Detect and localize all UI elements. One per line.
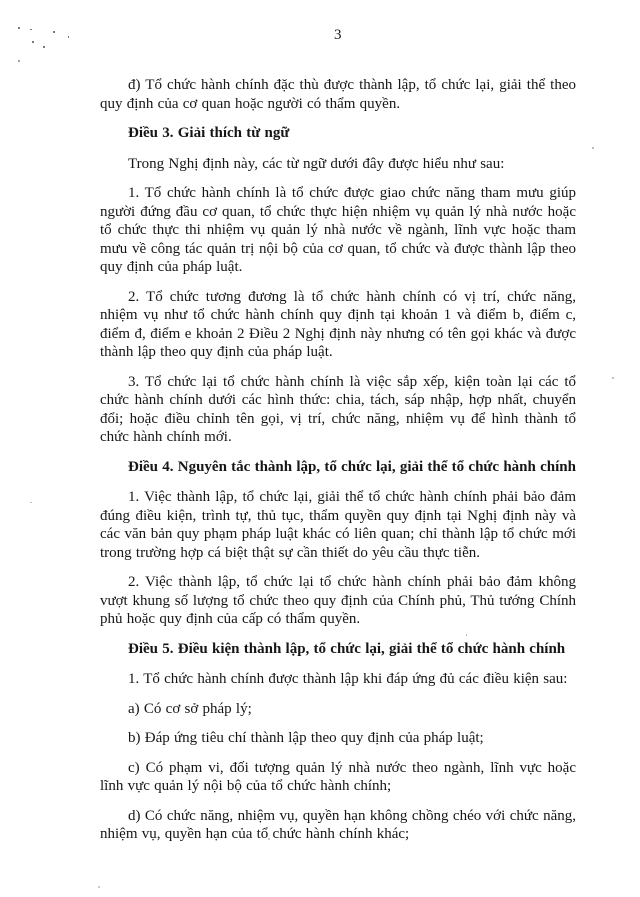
point-d-continued-paragraph: đ) Tổ chức hành chính đặc thù được thành lập, tổ chức lại, giải thể theo quy định của cơ quan hoặc người có thẩm quyền. xyxy=(100,77,576,112)
scan-noise-speck xyxy=(18,60,20,62)
scan-noise-speck xyxy=(592,147,594,149)
article-4-clause-2-paragraph: 2. Việc thành lập, tổ chức lại tổ chức hành chính phải bảo đảm không vượt khung số lượng tổ chức theo quy định của Chính phủ, Thủ tướng Chính phủ hoặc quy định của cấp có thẩm quyền. xyxy=(100,574,576,627)
scan-noise-speck xyxy=(30,29,32,30)
article-3-clause-3-paragraph: 3. Tổ chức lại tổ chức hành chính là việc sắp xếp, kiện toàn lại các tổ chức hành chính dưới các hình thức: chia, tách, sáp nhập, hợp nhất, chuyển đổi; hoặc điều chỉnh tên gọi, vị trí, chức năng, nhiệm vụ để hình thành tổ chức hành chính mới. xyxy=(100,373,576,445)
scan-noise-speck xyxy=(68,36,69,38)
article-5-clause-1-paragraph: 1. Tổ chức hành chính được thành lập khi đáp ứng đủ các điều kiện sau: xyxy=(128,671,568,687)
scan-noise-speck xyxy=(30,502,32,503)
condition-d-paragraph: d) Có chức năng, nhiệm vụ, quyền hạn không chồng chéo với chức năng, nhiệm vụ, quyền hạn của tổ chức hành chính khác; xyxy=(100,807,576,842)
article-3-heading: Điều 3. Giải thích từ ngữ xyxy=(128,125,290,141)
article-4-clause-1-paragraph: 1. Việc thành lập, tổ chức lại, giải thể tổ chức hành chính phải bảo đảm đúng điều kiện, trình tự, thủ tục, thẩm quyền quy định tại Nghị định này và các văn bản quy phạm pháp luật khác có liên quan; chỉ thành lập tổ chức mới trong trường hợp cá biệt thật sự cần thiết do yêu cầu thực tiễn. xyxy=(100,489,576,561)
article-3-clause-1-paragraph: 1. Tổ chức hành chính là tổ chức được giao chức năng tham mưu giúp người đứng đầu cơ quan, tổ chức thực hiện nhiệm vụ quản lý nhà nước hoặc tổ chức thực thi nhiệm vụ quản lý nhà nước về ngành, lĩnh vực hoặc tham mưu về công tác quản trị nội bộ của cơ quan, tổ chức và được thành lập theo quy định của pháp luật. xyxy=(100,185,576,275)
article-4-heading: Điều 4. Nguyên tắc thành lập, tổ chức lại, giải thể tổ chức hành chính xyxy=(128,458,576,475)
scan-noise-speck xyxy=(98,886,100,888)
condition-b-paragraph: b) Đáp ứng tiêu chí thành lập theo quy định của pháp luật; xyxy=(128,730,484,746)
page-number: 3 xyxy=(334,27,342,43)
scan-noise-speck xyxy=(53,31,55,33)
condition-a-paragraph: a) Có cơ sở pháp lý; xyxy=(128,700,252,717)
article-3-clause-2-paragraph: 2. Tổ chức tương đương là tổ chức hành chính có vị trí, chức năng, nhiệm vụ như tổ chức hành chính quy định tại khoản 1 và điểm b, điểm c, điểm đ, điểm e khoản 2 Điều 2 Nghị định này nhưng có tên gọi khác và được thành lập theo quy định của pháp luật. xyxy=(100,288,576,360)
article-5-heading: Điều 5. Điều kiện thành lập, tổ chức lại, giải thể tổ chức hành chính xyxy=(128,640,566,657)
document-body xyxy=(100,76,576,855)
scan-noise-speck xyxy=(18,27,20,29)
scan-noise-speck xyxy=(32,41,34,43)
scan-noise-speck xyxy=(612,377,614,379)
definitions-intro-paragraph: Trong Nghị định này, các từ ngữ dưới đây được hiểu như sau: xyxy=(128,155,505,172)
scan-noise-speck xyxy=(43,46,45,48)
condition-c-paragraph: c) Có phạm vi, đối tượng quản lý nhà nước theo ngành, lĩnh vực hoặc lĩnh vực quản lý nội bộ của tổ chức hành chính; xyxy=(100,759,576,794)
